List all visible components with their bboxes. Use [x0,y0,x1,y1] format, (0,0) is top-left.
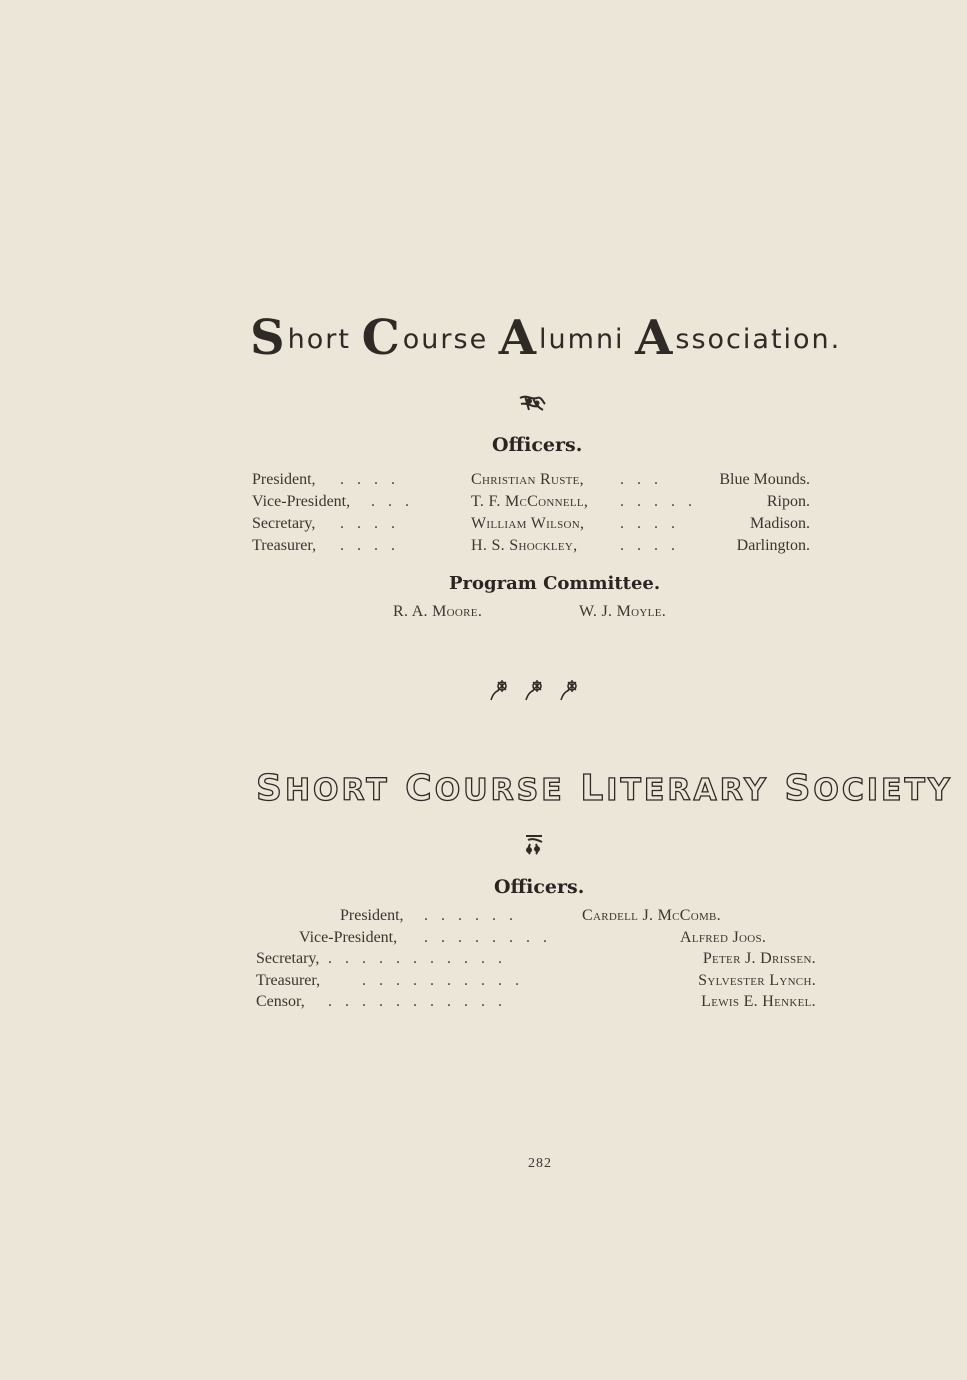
leader-dots: ...... [424,907,526,924]
literary-officer-role: Treasurer, [256,972,321,989]
alumni-officer-name: T. F. McConnell, [471,493,589,510]
page-number: 282 [528,1156,552,1171]
committee-member: R. A. Moore. [393,603,483,620]
literary-officer-name: Alfred Joos. [680,929,767,946]
committee-member: W. J. Moyle. [579,603,667,620]
flower-ornament-icon [522,678,552,702]
literary-officer-role: Censor, [256,993,305,1010]
literary-society-title: SHORT COURSE LITERARY SOCIETY [256,768,953,809]
leader-dots: ... [371,493,422,510]
literary-officer-role: Vice-President, [299,929,398,946]
leader-dots: .... [340,471,408,488]
leader-dots: ... [620,471,671,488]
leader-dots: ........ [424,929,560,946]
leaf-ornament-icon [520,832,550,856]
literary-officer-role: Secretary, [256,950,320,967]
literary-officer-role: President, [340,907,404,924]
leader-dots: ........... [328,950,515,967]
alumni-officer-role: President, [252,471,316,488]
alumni-officer-role: Vice-President, [252,493,351,510]
flower-ornament-icon [557,678,587,702]
leader-dots: .... [620,515,688,532]
alumni-officer-name: William Wilson, [471,515,585,532]
alumni-association-title: Short Course Alumni Association. [250,310,842,366]
literary-officer-name: Cardell J. McComb. [582,907,721,924]
literary-officer-name: Lewis E. Henkel. [701,993,816,1010]
literary-officer-name: Peter J. Drissen. [702,950,816,967]
alumni-officer-name: Christian Ruste, [471,471,584,488]
leader-dots: ........... [328,993,515,1010]
alumni-officer-role: Secretary, [252,515,316,532]
alumni-officer-name: H. S. Shockley, [471,537,578,554]
literary-officer-name: Sylvester Lynch. [698,972,816,989]
flower-ornament-icon [487,678,517,702]
leader-dots: .......... [362,972,532,989]
leader-dots: ..... [620,493,705,510]
literary-officers-heading: Officers. [494,876,585,898]
leader-dots: .... [340,537,408,554]
alumni-officer-place: Darlington. [736,537,810,554]
leader-dots: .... [340,515,408,532]
alumni-officer-role: Treasurer, [252,537,317,554]
program-committee-heading: Program Committee. [449,573,661,594]
leader-dots: .... [620,537,688,554]
leaf-ornament-icon [517,392,547,416]
alumni-officer-place: Blue Mounds. [719,471,810,488]
alumni-officer-place: Madison. [750,515,810,532]
alumni-officer-place: Ripon. [766,493,810,510]
alumni-officers-heading: Officers. [492,434,583,456]
